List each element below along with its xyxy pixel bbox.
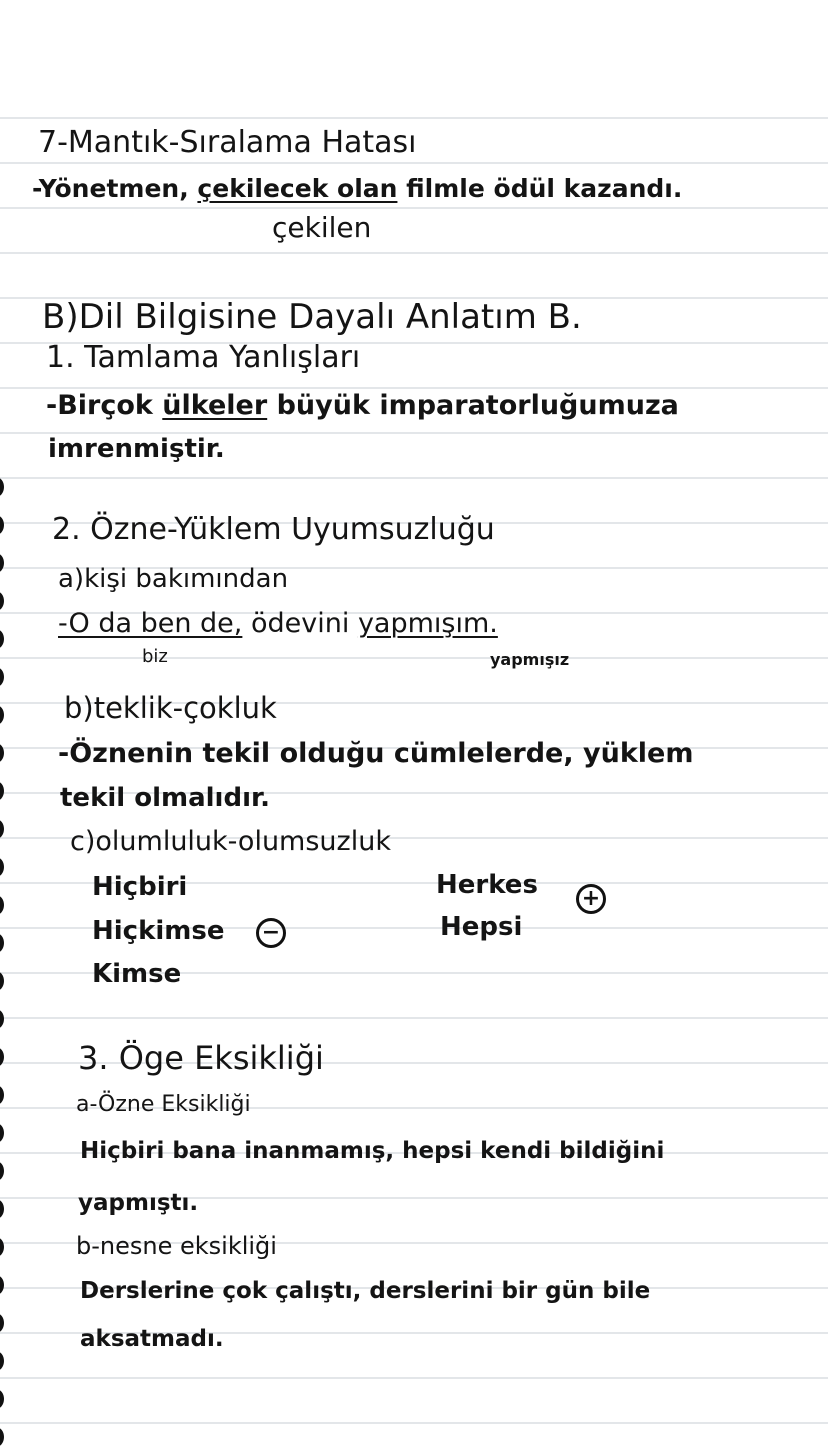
item-3-b-example-line2: aksatmadı. bbox=[80, 1326, 224, 1352]
section-7-correction: çekilen bbox=[272, 211, 372, 244]
item-3-title: 3. Öge Eksikliği bbox=[78, 1039, 324, 1077]
example-verb: yapmışım. bbox=[357, 608, 498, 639]
negative-word: Hiçbiri bbox=[92, 872, 188, 902]
item-3-a-example-line2: yapmıştı. bbox=[78, 1190, 199, 1216]
negative-word: Kimse bbox=[92, 959, 182, 989]
example-error: ülkeler bbox=[162, 390, 268, 421]
item-2-b-label: b)teklik-çokluk bbox=[64, 691, 277, 725]
item-2-a-correction-verb: yapmışız bbox=[490, 650, 570, 669]
example-rest: filmle ödül kazandı. bbox=[406, 174, 683, 203]
item-1-example bbox=[46, 392, 679, 419]
section-b-heading: B)Dil Bilgisine Dayalı Anlatım B. bbox=[42, 297, 582, 337]
negative-word: Hiçkimse bbox=[92, 916, 225, 946]
item-1-example-line2: imrenmiştir. bbox=[48, 434, 225, 464]
item-3-b-label: b-nesne eksikliği bbox=[76, 1232, 277, 1260]
positive-word: Hepsi bbox=[440, 912, 523, 942]
example-lead: -Yönetmen, bbox=[32, 174, 189, 203]
example-rest: büyük imparatorluğumuza bbox=[276, 390, 679, 421]
positive-word: Herkes bbox=[436, 870, 538, 900]
example-lead: -Birçok bbox=[46, 390, 153, 421]
section-7-example bbox=[32, 176, 682, 201]
example-subject: -O da ben de, bbox=[58, 608, 243, 639]
item-2-title: 2. Özne-Yüklem Uyumsuzluğu bbox=[52, 512, 495, 547]
section-7-title: 7-Mantık-Sıralama Hatası bbox=[38, 125, 417, 160]
minus-circle-icon: − bbox=[256, 918, 286, 948]
example-error: çekilecek olan bbox=[197, 174, 398, 203]
binding-holes bbox=[0, 0, 10, 1450]
item-2-a-label: a)kişi bakımından bbox=[58, 564, 289, 594]
example-middle: ödevini bbox=[250, 608, 350, 639]
plus-circle-icon: + bbox=[576, 884, 606, 914]
item-2-b-rule-line1: -Öznenin tekil olduğu cümlelerde, yüklem bbox=[58, 738, 694, 769]
item-2-c-label: c)olumluluk-olumsuzluk bbox=[70, 826, 391, 857]
item-2-b-rule-line2: tekil olmalıdır. bbox=[60, 783, 270, 813]
item-3-a-example-line1: Hiçbiri bana inanmamış, hepsi kendi bildiğini bbox=[80, 1138, 665, 1164]
item-3-b-example-line1: Derslerine çok çalıştı, derslerini bir gün bile bbox=[80, 1278, 651, 1304]
item-1-title: 1. Tamlama Yanlışları bbox=[46, 340, 361, 375]
item-3-a-label: a-Özne Eksikliği bbox=[76, 1092, 251, 1117]
item-2-a-example bbox=[58, 610, 498, 637]
item-2-a-correction-subject: biz bbox=[142, 646, 168, 667]
